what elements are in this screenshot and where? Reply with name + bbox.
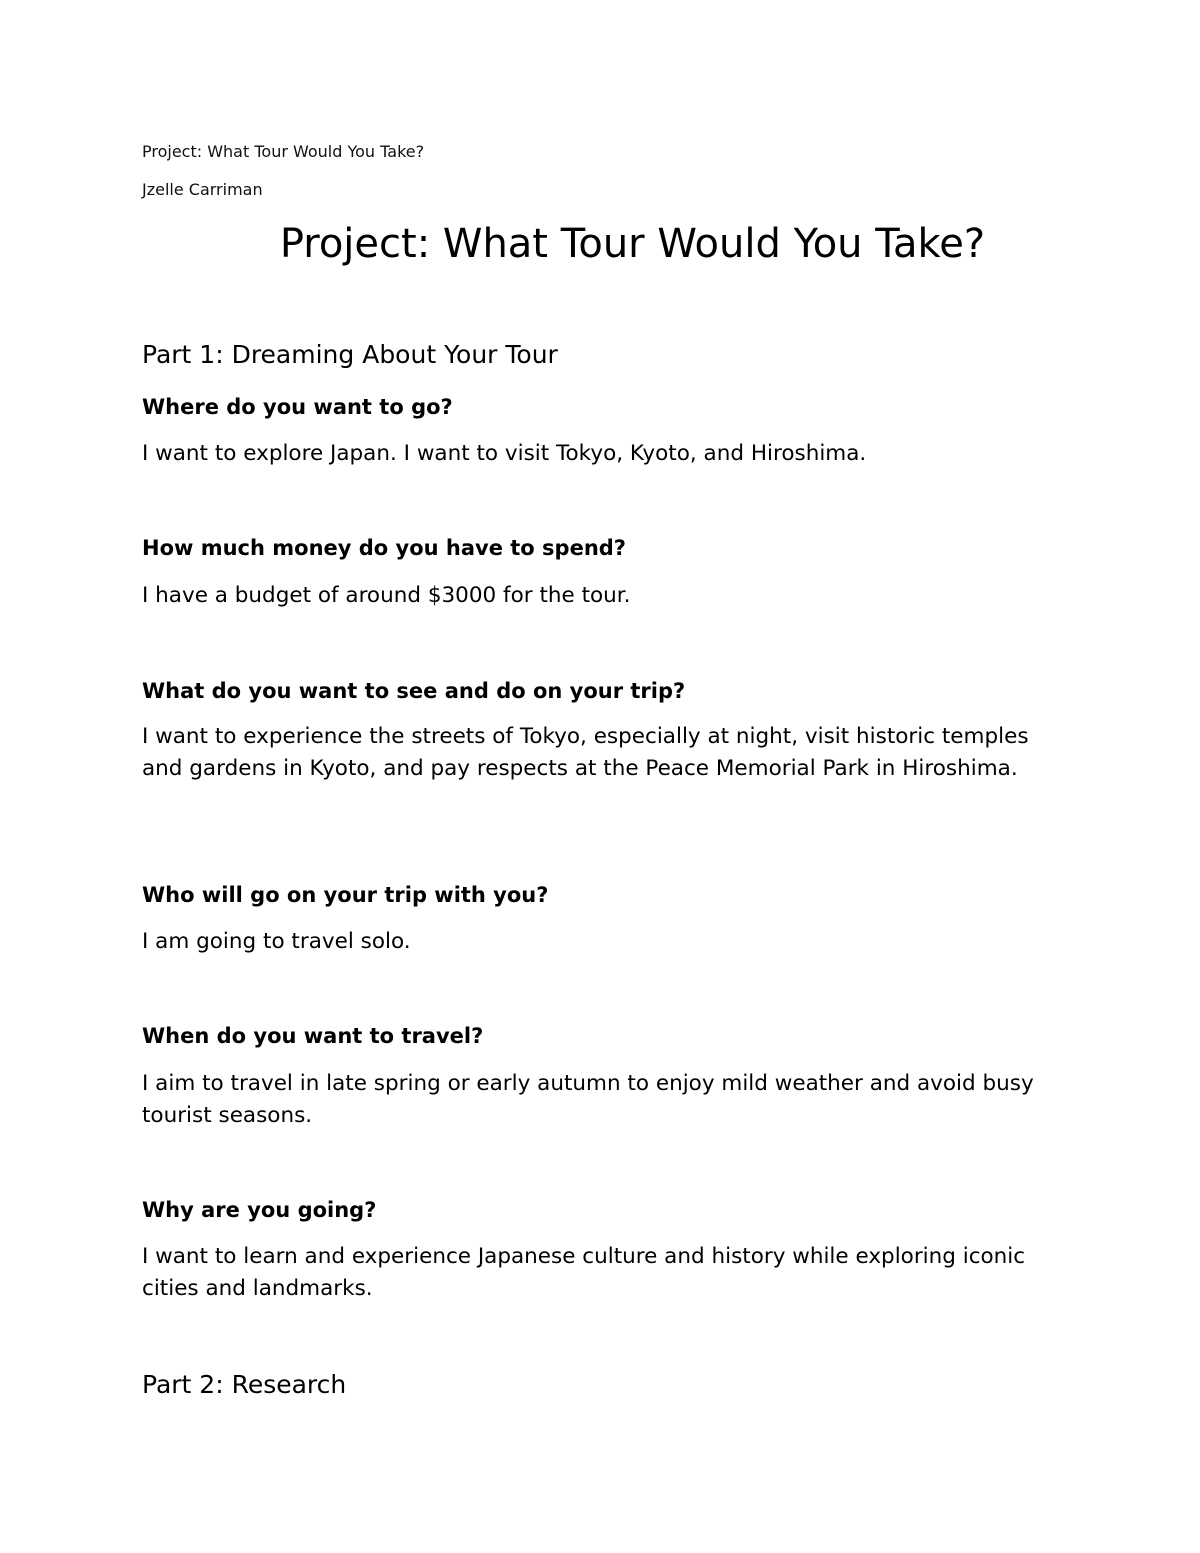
part1-heading: Part 1: Dreaming About Your Tour (142, 340, 558, 369)
question-money: How much money do you have to spend? (142, 536, 626, 560)
question-when: When do you want to travel? (142, 1024, 484, 1048)
answer-why: I want to learn and experience Japanese culture and history while exploring iconic cities and landmarks. (142, 1244, 1026, 1301)
question-who: Who will go on your trip with you? (142, 883, 549, 907)
answer-see-and-do: I want to experience the streets of Tokyo, especially at night, visit historic temples and gardens in Kyoto, and pay respects at the Peace Memorial Park in Hiroshima. (142, 724, 1029, 781)
question-why: Why are you going? (142, 1198, 377, 1222)
part2-heading: Part 2: Research (142, 1370, 347, 1399)
answer-when: I aim to travel in late spring or early autumn to enjoy mild weather and avoid busy tourist seasons. (142, 1071, 1034, 1128)
answer-money: I have a budget of around $3000 for the tour. (142, 583, 631, 608)
document-title: Project: What Tour Would You Take? (279, 221, 986, 267)
answer-where: I want to explore Japan. I want to visit Tokyo, Kyoto, and Hiroshima. (142, 441, 867, 466)
question-see-and-do: What do you want to see and do on your trip? (142, 679, 686, 703)
question-where: Where do you want to go? (142, 395, 453, 419)
header-project-title: Project: What Tour Would You Take? (142, 142, 425, 161)
header-author-name: Jzelle Carriman (142, 180, 263, 199)
answer-who: I am going to travel solo. (142, 929, 411, 954)
